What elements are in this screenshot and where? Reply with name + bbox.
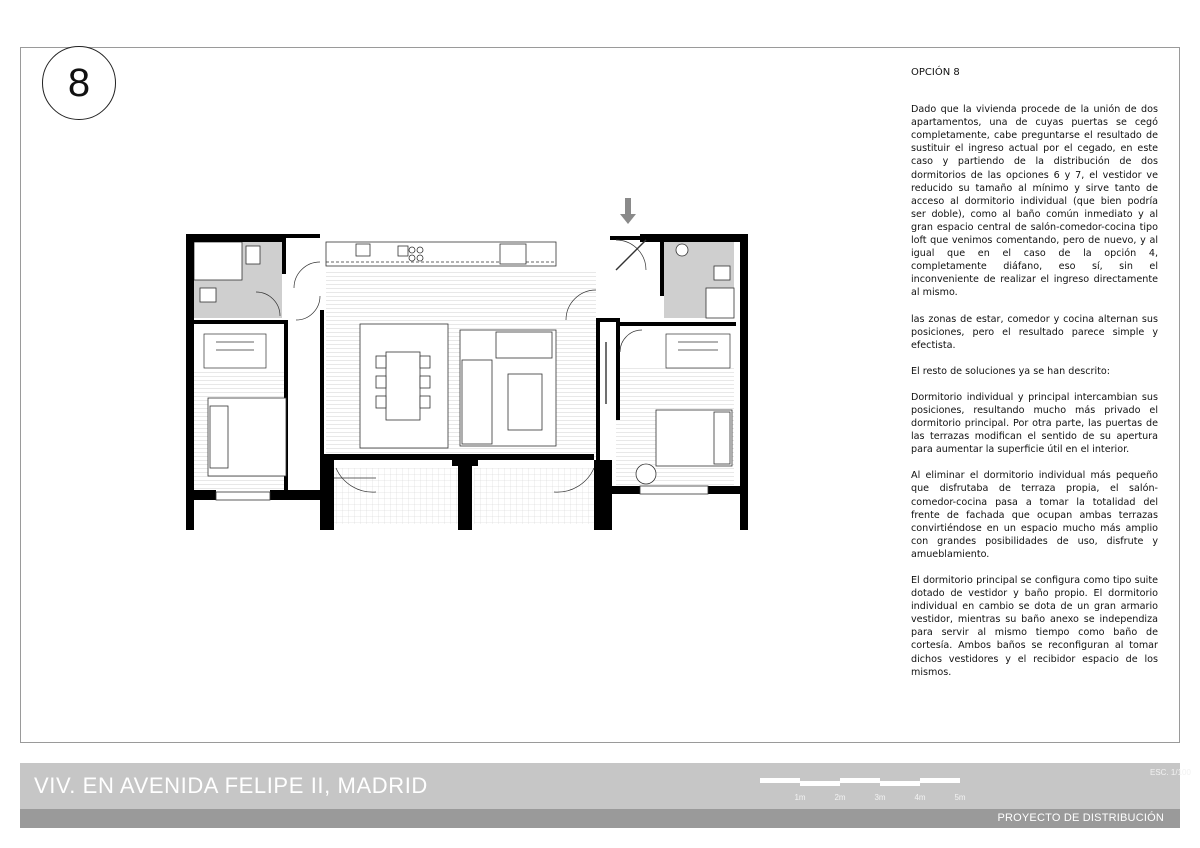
paragraph: El resto de soluciones ya se han descrito: — [911, 365, 1110, 377]
option-title: OPCIÓN 8 — [911, 67, 960, 78]
scale-tick: 5m — [954, 793, 966, 802]
paragraph: Dormitorio individual y principal intercambian sus posiciones, resultando mucho más privado el dormitorio principal. Por otra parte, las puertas de las terrazas modifican el sentido de su apertura para aumentar la superficie útil en el interior. — [911, 391, 1158, 456]
paragraph: Al eliminar el dormitorio individual más pequeño que disfrutaba de terraza propia, el salón-comedor-cocina pasa a tomar la totalidad del frente de fachada que ocupan ambas terrazas convirtiéndose en un espacio mucho más amplio con grandes posibilidades de uso, disfrute y amueblamiento. — [911, 470, 1158, 560]
kitchen-run — [326, 242, 556, 266]
paragraph: las zonas de estar, comedor y cocina alternan sus posiciones, pero el resultado parece simple y efectista. — [911, 313, 1158, 351]
paragraph: El dormitorio principal se configura como tipo suite dotado de vestidor y baño propio. El dormitorio individual en cambio se dota de un gran armario vestidor, mientras su baño anexo se independiza para servir al mismo tiempo como baño de cortesía. Ambos baños se reconfiguran al tomar dichos vestidores y el recibidor espacio de los mismos. — [911, 575, 1158, 678]
scale-tick: 1m — [794, 793, 806, 802]
floor-plan — [186, 192, 748, 532]
scale-bar — [760, 777, 1000, 803]
paragraph: Dado que la vivienda procede de la unión de dos apartamentos, una de cuyas puertas se cegó completamente, cabe preguntarse el resultado de sustituir el ingreso actual por el cegado, en este caso y partiendo de la distribución de dos dormitorios de las opciones 6 y 7, el vestidor ve reducido su tamaño al mínimo y sirve tanto de acceso al dormitorio individual (que bien podría ser doble), como al baño común inmediato y al gran espacio central de salón-comedor-cocina tipo loft que venimos comentando, pero de nuevo, y al igual que en el caso de la opción 4, completamente diáfano, eso sí, sin el inconveniente de realizar el ingreso directamente al mismo. — [911, 104, 1158, 299]
entrance-arrow-icon — [620, 198, 636, 224]
scale-label: ESC. 1/100 — [1150, 768, 1191, 777]
sheet-number-badge — [42, 46, 116, 120]
scale-tick: 4m — [914, 793, 926, 802]
project-title: VIV. EN AVENIDA FELIPE II, MADRID — [34, 773, 428, 798]
scale-tick: 3m — [874, 793, 886, 802]
description-text — [911, 66, 1158, 692]
project-subtitle: PROYECTO DE DISTRIBUCIÓN — [997, 812, 1164, 824]
sheet-number: 8 — [67, 60, 91, 105]
scale-tick: 2m — [834, 793, 846, 802]
